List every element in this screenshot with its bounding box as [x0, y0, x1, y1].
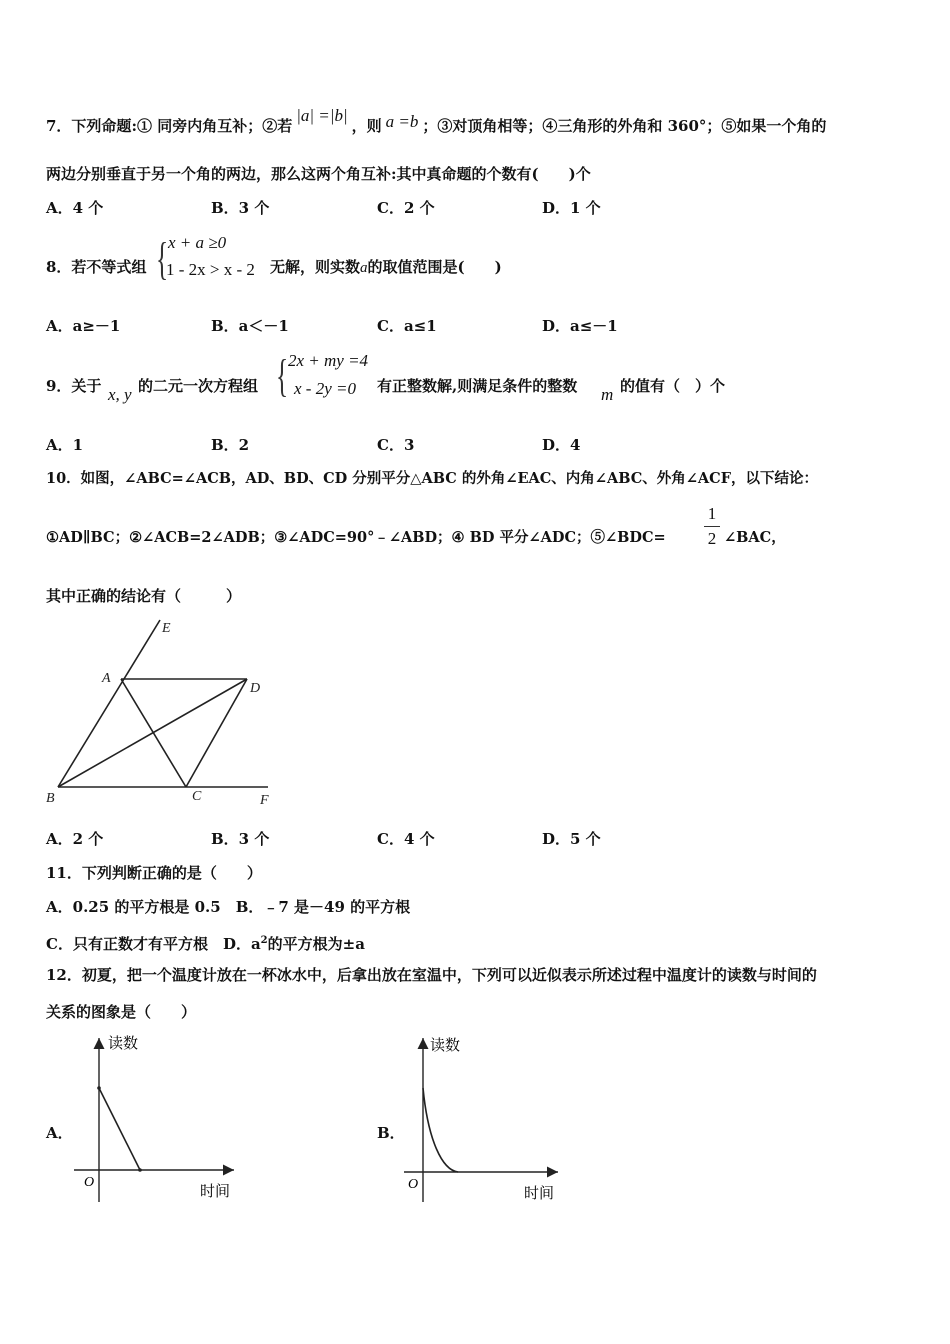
- line-b-e: [58, 620, 160, 787]
- q7-line2: 两边分别垂直于另一个角的两边，那么这两个角互补:其中真命题的个数有( )个: [46, 165, 591, 183]
- q10-option-c[interactable]: C．4 个: [377, 830, 435, 848]
- q12-graph-a[interactable]: [66, 1030, 256, 1210]
- q8-option-a[interactable]: A．a≥－1: [46, 317, 121, 335]
- label-a: A: [102, 671, 111, 686]
- graph-b-ylabel: 读数: [430, 1038, 461, 1054]
- q7-option-b[interactable]: B．3 个: [211, 199, 270, 217]
- label-f: F: [260, 793, 269, 808]
- q11-line3a: C．只有正数才有平方根 D．a: [46, 935, 261, 953]
- line-b-d: [58, 679, 247, 787]
- label-d: D: [250, 681, 261, 696]
- q9-option-d[interactable]: D．4: [542, 436, 581, 454]
- q8-variable: a: [360, 260, 368, 276]
- q12-graph-b-label[interactable]: B．: [377, 1124, 405, 1142]
- q8-option-c[interactable]: C．a≤1: [377, 317, 437, 335]
- q10-option-b[interactable]: B．3 个: [211, 830, 270, 848]
- q7-text-part1: 7．下列命题:① 同旁内角互补；②若: [46, 117, 293, 135]
- q11-line3b: 的平方根为±a: [267, 935, 365, 953]
- q9-vars: x, y: [108, 385, 132, 404]
- q8-system-row1: x + a ≥0: [168, 233, 227, 252]
- q10-line3: 其中正确的结论有（ ）: [46, 587, 242, 605]
- q10-fraction-denominator: 2: [707, 529, 717, 548]
- q9-system-brace: {: [276, 350, 289, 401]
- line-c-d: [186, 679, 247, 787]
- graph-a-origin: O: [84, 1175, 95, 1190]
- q9-mid: 的二元一次方程组: [138, 377, 259, 395]
- q8-system-brace: {: [156, 233, 169, 284]
- q9-option-a[interactable]: A．1: [46, 436, 84, 454]
- q10-fraction: [704, 504, 720, 549]
- q8-suffix-a: 无解，则实数: [270, 258, 361, 276]
- q8-option-d[interactable]: D．a≤－1: [542, 317, 618, 335]
- label-e: E: [162, 621, 171, 636]
- q9-system-row2: x - 2y =0: [294, 379, 356, 398]
- q10-line2b: ∠BAC，: [724, 529, 786, 546]
- q10-fraction-numerator: 1: [707, 504, 717, 523]
- graph-a-curve: [99, 1088, 140, 1170]
- graph-a-ylabel: 读数: [108, 1036, 139, 1052]
- q10-geometry-figure: [40, 612, 290, 812]
- q9-m-variable: m: [601, 385, 614, 404]
- label-b: B: [46, 791, 55, 806]
- q12-graph-b[interactable]: [396, 1030, 586, 1210]
- q7-line1: [46, 106, 827, 136]
- q9-option-b[interactable]: B．2: [211, 436, 250, 454]
- q7-option-c[interactable]: C．2 个: [377, 199, 435, 217]
- q7-text-part2: ，则: [351, 117, 382, 135]
- q12-line1: 12．初夏，把一个温度计放在一杯冰水中，后拿出放在室温中，下列可以近似表示所述过程中温度计的读数与时间的: [46, 966, 817, 984]
- q7-eq-expression: a =b: [385, 112, 419, 131]
- q8-suffix-b: 的取值范围是( ): [367, 258, 502, 276]
- q8-option-b[interactable]: B．a＜－1: [211, 317, 289, 335]
- q10-option-a[interactable]: A．2 个: [46, 830, 104, 848]
- graph-a-xlabel: 时间: [200, 1184, 231, 1200]
- q10-option-d[interactable]: D．5 个: [542, 830, 601, 848]
- graph-b-xlabel: 时间: [524, 1186, 555, 1202]
- q7-option-d[interactable]: D．1 个: [542, 199, 601, 217]
- q11-line3: [46, 931, 365, 954]
- q11-title: 11．下列判断正确的是（ ）: [46, 864, 262, 882]
- q9-prefix: 9．关于: [46, 377, 102, 395]
- q7-text-part3: ；③对顶角相等；④三角形的外角和 360°；⑤如果一个角的: [422, 117, 827, 135]
- q8-system-row2: 1 - 2x > x - 2: [166, 260, 255, 279]
- q9-end: 的值有（ ）个: [620, 377, 726, 395]
- q9-system-row1: 2x + my =4: [288, 351, 369, 370]
- q7-option-a[interactable]: A．4 个: [46, 199, 104, 217]
- q11-superscript: 2: [260, 935, 268, 946]
- q11-line2: A．0.25 的平方根是 0.5 B．﹣7 是－49 的平方根: [46, 898, 411, 916]
- q10-line2: [46, 528, 666, 548]
- q12-line2: 关系的图象是（ ）: [46, 1003, 197, 1021]
- q7-abs-expression: |a| =|b|: [296, 106, 348, 125]
- label-c: C: [192, 789, 202, 804]
- q8-suffix: [270, 257, 502, 278]
- q9-option-c[interactable]: C．3: [377, 436, 415, 454]
- graph-b-curve: [423, 1088, 458, 1172]
- q10-line2a: ①AD∥BC；②∠ACB=2∠ADB；③∠ADC=90°﹣∠ABD；④ BD 平分∠ADC；⑤∠BDC=: [46, 529, 666, 546]
- q12-graph-a-label[interactable]: A．: [46, 1124, 73, 1142]
- q10-line1: 10．如图，∠ABC=∠ACB，AD、BD、CD 分别平分△ABC 的外角∠EAC、内角∠ABC、外角∠ACF，以下结论：: [46, 470, 819, 487]
- q9-suffix: 有正整数解,则满足条件的整数: [377, 377, 578, 395]
- q8-prefix: 8．若不等式组: [46, 258, 147, 276]
- graph-b-origin: O: [408, 1177, 419, 1192]
